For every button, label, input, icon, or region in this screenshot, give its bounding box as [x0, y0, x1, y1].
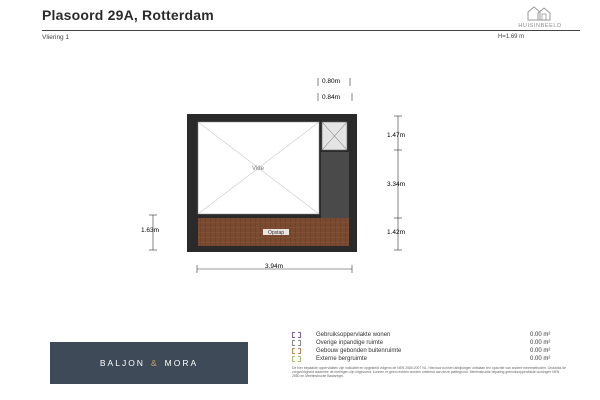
dim-left: 1.63m: [141, 227, 160, 234]
legend-row: [292, 340, 567, 348]
agency-name-right: MORA: [164, 358, 199, 368]
stair-label: Opstap: [267, 230, 285, 236]
dim-right-upper: 1.47m: [387, 132, 406, 139]
legend-swatch: [292, 340, 301, 346]
legend-swatch: [292, 332, 301, 338]
dim-top-2: 0.84m: [322, 94, 341, 101]
disclaimer-text: De hier bepaalde oppervlakten zijn indicatief en opgesteld volgens de NEN 2580:2007 NL. Hierdoor kunnen afwijkingen ontstaan ten opzichte van andere meetmethoden. Ondanks de zorgvuldigheid waarmee de metingen zijn uitgevoerd, kunnen er geen rechten worden ontleend aan deze plattegrond. Meetinstructie bepaling gebruiksoppervlakte woningen NEN 2580 en Meetinstructie Basisregel.: [292, 366, 567, 378]
dim-right-middle: 3.34m: [387, 181, 406, 188]
floor-label: Vliering 1: [42, 34, 70, 41]
legend-label: Gebouw gebonden buitenruimte: [316, 348, 402, 354]
legend-label: Externe bergruimte: [316, 356, 368, 362]
legend-swatch: [292, 348, 301, 354]
legend-value: 0.00 m²: [530, 332, 551, 338]
dim-bottom: 3.94m: [264, 263, 284, 270]
dim-right-lower: 1.42m: [387, 229, 406, 236]
dim-top-1: 0.80m: [322, 78, 341, 85]
legend-row: [292, 356, 567, 364]
legend-value: 0.00 m²: [530, 348, 551, 354]
legend-value: 0.00 m²: [530, 340, 551, 346]
legend-row: [292, 332, 567, 340]
legend-row: [292, 348, 567, 356]
legend-label: Gebruiksoppervlakte wonen: [316, 332, 391, 338]
right-floor-strip: [321, 152, 349, 218]
agency-name-left: BALJON: [99, 358, 145, 368]
legend-label: Overige inpandige ruimte: [316, 340, 384, 346]
ceiling-height: H=1.69 m: [498, 34, 525, 40]
page-title: Plasoord 29A, Rotterdam: [42, 7, 214, 23]
logo-text: HUISINBEELD: [518, 23, 562, 29]
legend-value: 0.00 m²: [530, 356, 551, 362]
legend-swatch: [292, 356, 301, 362]
void-label: Vide: [252, 166, 264, 172]
agency-logo: [50, 342, 248, 384]
agency-name-amp: &: [150, 358, 159, 368]
